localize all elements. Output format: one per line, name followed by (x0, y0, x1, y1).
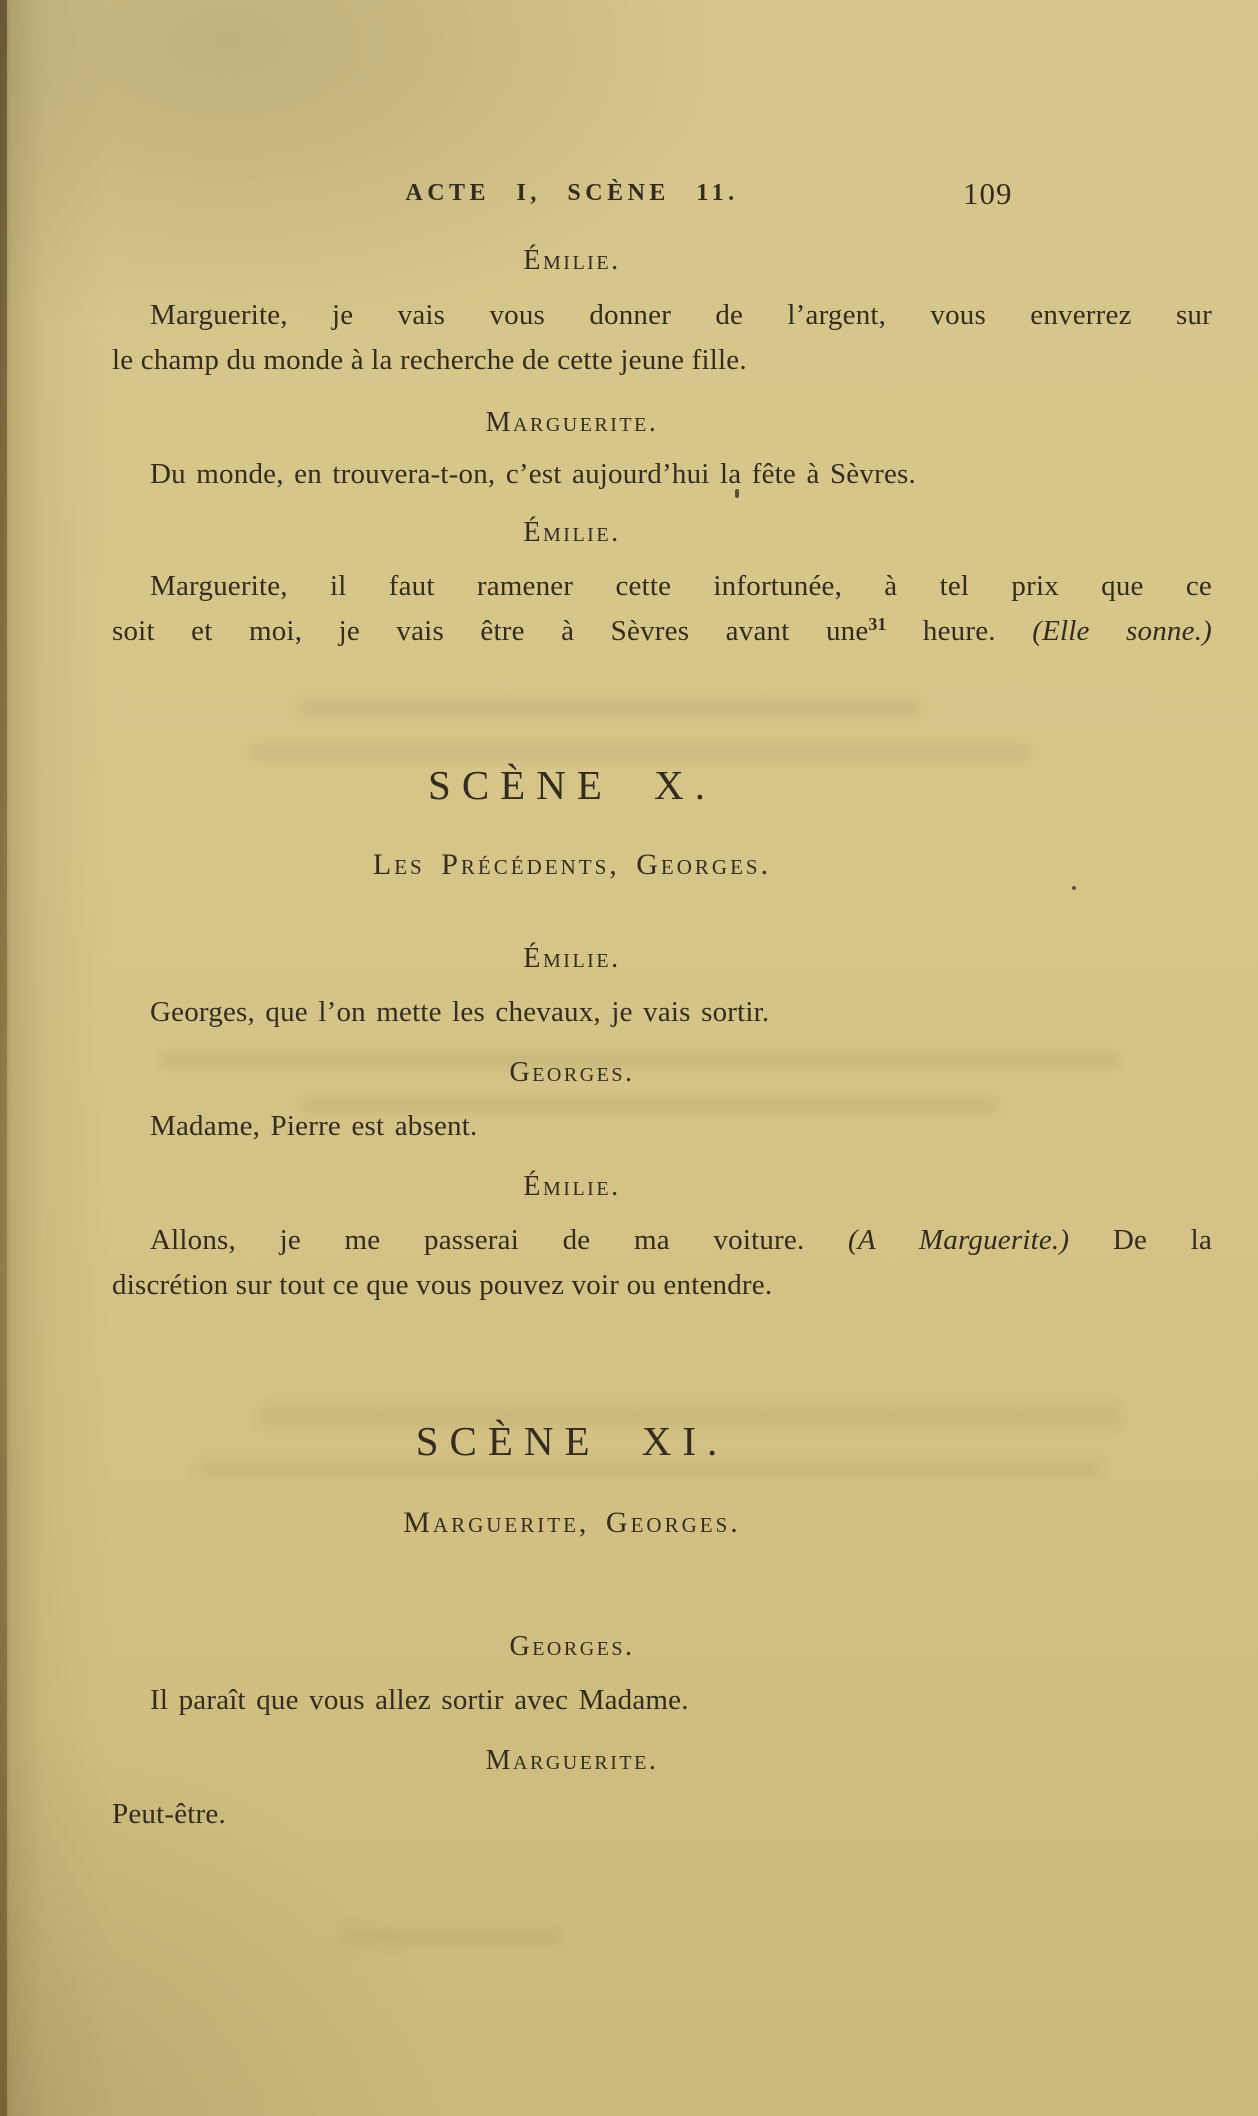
dialogue-text: De la (1112, 1224, 1213, 1256)
page-spine-shadow (0, 0, 7, 2116)
dialogue-line: discrétion sur tout ce que vous pouvez voir ou entendre. (112, 1269, 773, 1301)
dialogue-paragraph (112, 1218, 1212, 1308)
stage-direction: (Elle sonne.) (1032, 615, 1213, 647)
speaker-name: Georges. (509, 1631, 635, 1662)
dialogue-line: Il paraît que vous allez sortir avec Madame. (150, 1684, 689, 1716)
speaker-name: Émilie. (523, 245, 621, 276)
dialogue-line: Marguerite, il faut ramener cette infortunée, à tel prix que ce (150, 570, 1212, 602)
dialogue-line (112, 609, 1212, 657)
bleedthrough-artifact (250, 745, 1030, 759)
dialogue-line (112, 1218, 1212, 1263)
stage-direction: (A Marguerite.) (848, 1224, 1070, 1256)
bleedthrough-artifact (300, 700, 920, 716)
dialogue-text: soit et moi, je vais être à Sèvres avant une (112, 615, 869, 647)
scene-heading: SCÈNE XI. (415, 1418, 729, 1464)
dialogue-text: heure. (922, 615, 996, 647)
bleedthrough-artifact (200, 1462, 1100, 1476)
scene-cast-list: Marguerite, Georges. (403, 1506, 741, 1539)
footnote-reference: 31 (868, 614, 887, 635)
dialogue-line: Du monde, en trouvera-t-on, c’est aujourd’hui la fête à Sèvres. (150, 458, 916, 490)
scene-heading: SCÈNE X. (428, 762, 716, 808)
running-header: ACTE I, SCÈNE 11. (405, 180, 739, 206)
dialogue-paragraph (112, 564, 1212, 657)
speaker-name: Émilie. (523, 943, 621, 974)
dialogue-paragraph (112, 293, 1212, 383)
bleedthrough-artifact (340, 1930, 560, 1944)
dialogue-line: Madame, Pierre est absent. (150, 1110, 478, 1142)
scene-cast-list: Les Précédents, Georges. (372, 848, 772, 881)
speaker-name: Émilie. (523, 1171, 621, 1202)
dialogue-line: Georges, que l’on mette les chevaux, je vais sortir. (150, 996, 770, 1028)
speaker-name: Émilie. (523, 517, 621, 548)
dialogue-text: Allons, je me passerai de ma voiture. (150, 1224, 805, 1256)
speaker-name: Georges. (509, 1057, 635, 1088)
ink-speck (1072, 886, 1076, 890)
dialogue-line: Marguerite, je vais vous donner de l’argent, vous enverrez sur (150, 299, 1212, 331)
speaker-name: Marguerite. (485, 407, 659, 438)
speaker-name: Marguerite. (485, 1745, 659, 1776)
dialogue-line: Peut-être. (112, 1798, 226, 1830)
page-number: 109 (963, 176, 1013, 211)
dialogue-line: le champ du monde à la recherche de cette jeune fille. (112, 344, 747, 376)
